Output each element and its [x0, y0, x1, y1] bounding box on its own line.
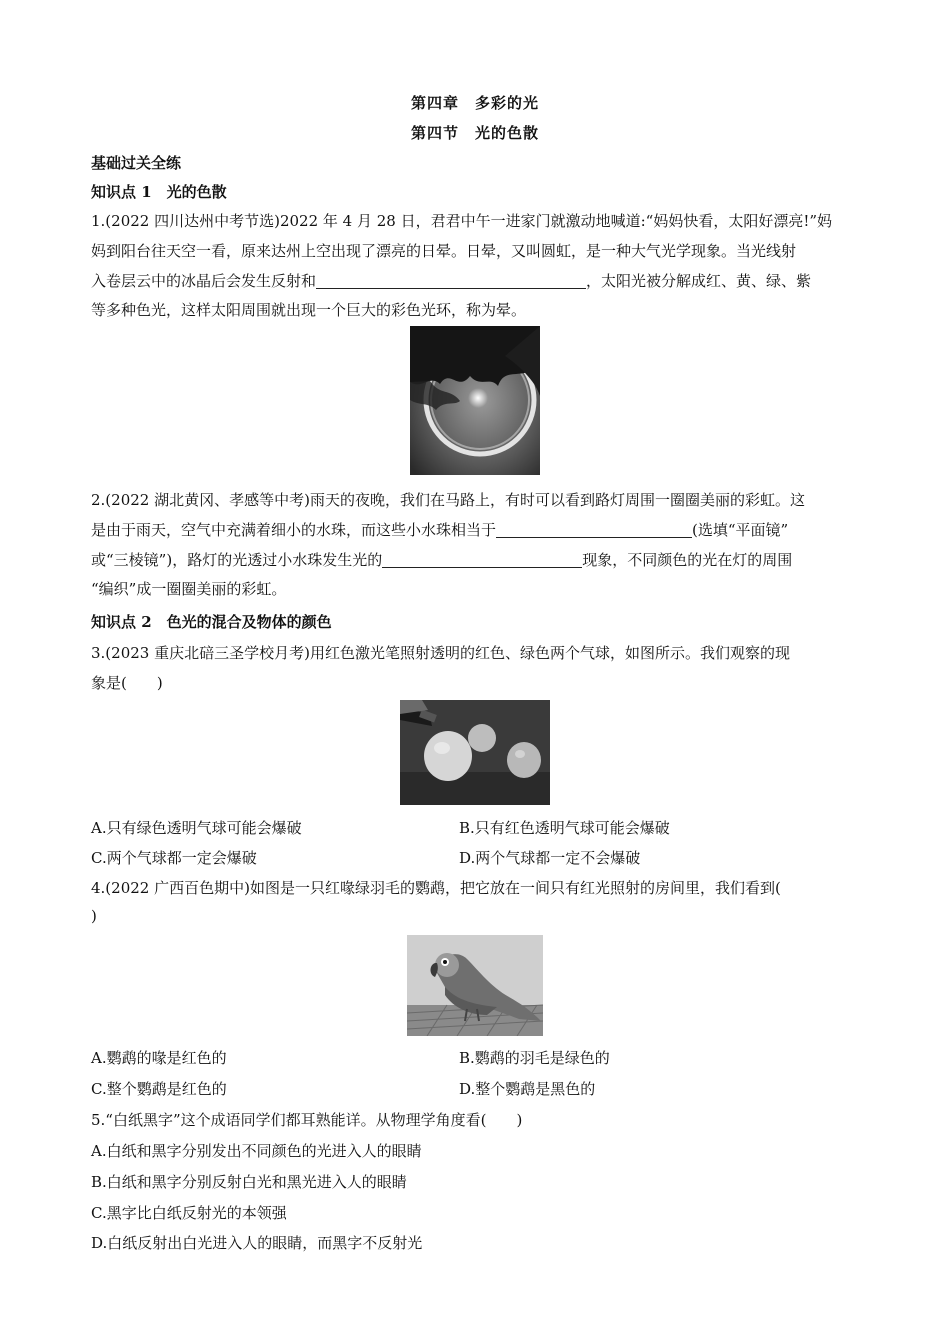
balloons-image: [400, 700, 550, 805]
q2-line-2-text-b: (选填“平面镜”: [692, 521, 789, 539]
q4-option-b[interactable]: B.鹦鹉的羽毛是绿色的: [459, 1049, 610, 1067]
q5-option-a[interactable]: A.白纸和黑字分别发出不同颜色的光进入人的眼睛: [91, 1142, 422, 1160]
q3-line-2: 象是( ): [91, 674, 163, 692]
q3-line-1: 3.(2023 重庆北碚三圣学校月考)用红色激光笔照射透明的红色、绿色两个气球，如图所示。我们观察的现: [91, 644, 790, 662]
q2-answer-blank-1[interactable]: [496, 519, 692, 538]
q4-line-1: 4.(2022 广西百色期中)如图是一只红喙绿羽毛的鹦鹉，把它放在一间只有红光照射的房间里，我们看到(: [91, 879, 781, 897]
q2-answer-blank-2[interactable]: [382, 549, 582, 568]
q3-option-b[interactable]: B.只有红色透明气球可能会爆破: [459, 819, 670, 837]
q1-line-4: 等多种色光，这样太阳周围就出现一个巨大的彩色光环，称为晕。: [91, 301, 527, 319]
q2-line-2-text-a: 是由于雨天，空气中充满着细小的水珠，而这些小水珠相当于: [91, 521, 497, 539]
parrot-image: [407, 935, 543, 1036]
q4-option-d[interactable]: D.整个鹦鹉是黑色的: [459, 1080, 596, 1098]
q2-line-3: [91, 549, 792, 570]
knowledge-point-1-heading: 知识点 1 光的色散: [91, 183, 227, 201]
sun-halo-image: [410, 326, 540, 475]
part-heading: 基础过关全练: [91, 154, 182, 172]
q1-line-3: [91, 270, 811, 291]
q3-option-c[interactable]: C.两个气球都一定会爆破: [91, 849, 257, 867]
q1-line-1: 1.(2022 四川达州中考节选)2022 年 4 月 28 日，君君中午一进家门就激动地喊道:“妈妈快看，太阳好漂亮!”妈: [91, 212, 833, 230]
q4-option-a[interactable]: A.鹦鹉的喙是红色的: [91, 1049, 227, 1067]
q5-line-1: 5.“白纸黑字”这个成语同学们都耳熟能详。从物理学角度看( ): [91, 1111, 523, 1129]
knowledge-point-2-heading: 知识点 2 色光的混合及物体的颜色: [91, 613, 332, 631]
q2-line-1: 2.(2022 湖北黄冈、孝感等中考)雨天的夜晚，我们在马路上，有时可以看到路灯周围一圈圈美丽的彩虹。这: [91, 491, 805, 509]
q5-option-d[interactable]: D.白纸反射出白光进入人的眼睛，而黑字不反射光: [91, 1234, 423, 1252]
q2-line-3-text-a: 或“三棱镜”)，路灯的光透过小水珠发生光的: [91, 551, 383, 569]
q2-line-2: [91, 519, 788, 540]
q2-line-3-text-b: 现象，不同颜色的光在灯的周围: [582, 551, 793, 569]
section-title: 第四节 光的色散: [410, 124, 539, 142]
chapter-title: 第四章 多彩的光: [410, 94, 539, 112]
q1-line-3-text-a: 入卷层云中的冰晶后会发生反射和: [91, 272, 317, 290]
q2-line-4: “编织”成一圈圈美丽的彩虹。: [91, 580, 287, 598]
q5-option-b[interactable]: B.白纸和黑字分别反射白光和黑光进入人的眼睛: [91, 1173, 407, 1191]
q5-option-c[interactable]: C.黑字比白纸反射光的本领强: [91, 1204, 287, 1222]
q3-option-a[interactable]: A.只有绿色透明气球可能会爆破: [91, 819, 302, 837]
balloons-photo: [400, 700, 550, 805]
q4-line-2: ): [91, 907, 97, 925]
q3-option-d[interactable]: D.两个气球都一定不会爆破: [459, 849, 641, 867]
q1-line-3-text-b: ，太阳光被分解成红、黄、绿、紫: [586, 272, 812, 290]
q4-option-c[interactable]: C.整个鹦鹉是红色的: [91, 1080, 227, 1098]
q1-line-2: 妈到阳台往天空一看，原来达州上空出现了漂亮的日晕。日晕，又叫圆虹，是一种大气光学现象。当光线射: [91, 242, 797, 260]
q1-answer-blank[interactable]: [316, 270, 586, 289]
sun-halo-photo: [410, 326, 540, 475]
parrot-photo: [407, 935, 543, 1036]
